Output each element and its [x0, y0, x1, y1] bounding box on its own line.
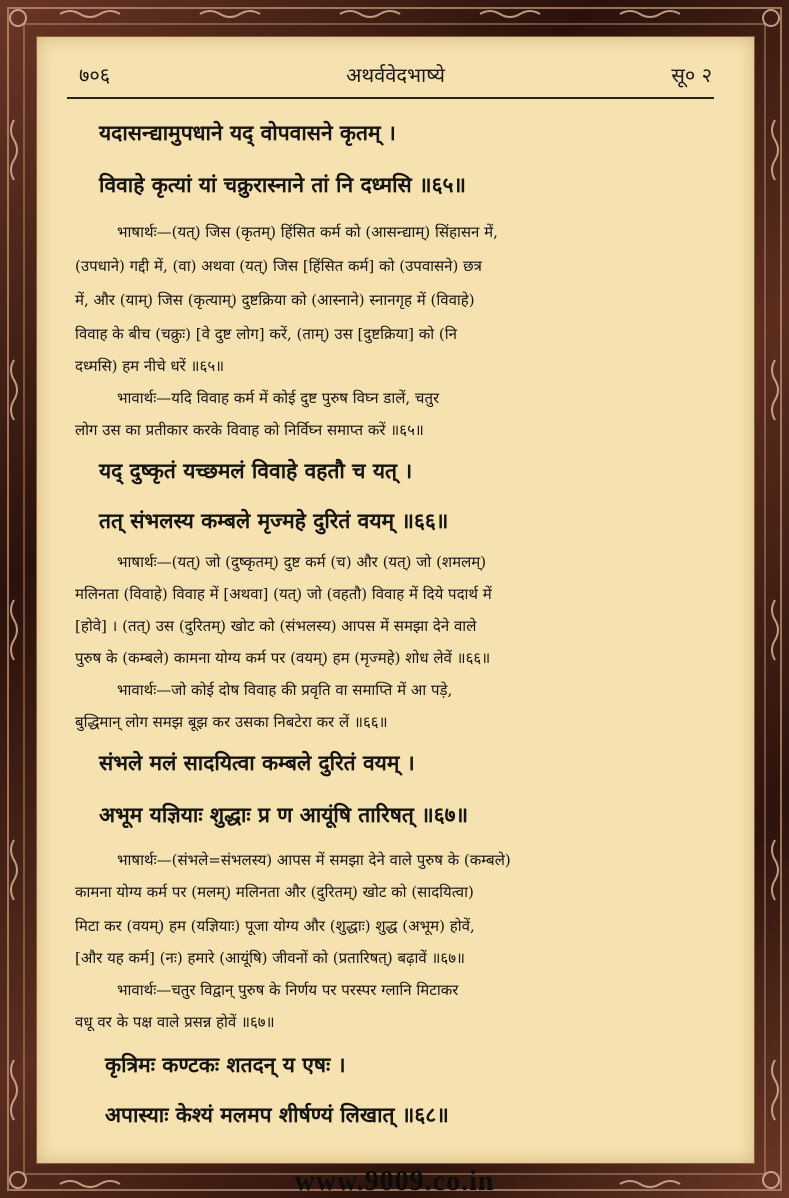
- bhashya-line: पुरुष के (कम्बले) कामना योग्य कर्म पर (वयम्) हम (मृज्महे) शोध लेवें ॥६६॥: [75, 649, 491, 667]
- bhavartha-line: वधू वर के पक्ष वाले प्रसन्न होवें ॥६७॥: [75, 1013, 275, 1031]
- bhashya-line: [होवे] । (तत्) उस (दुरितम्) खोट को (संभलस्य) आपस में समझा देने वाले: [75, 617, 477, 635]
- book-page: [36, 36, 755, 1164]
- page-header: [67, 55, 724, 89]
- page-number: ७०६: [79, 63, 111, 87]
- bhavartha-line: भावार्थः—चतुर विद्वान् पुरुष के निर्णय पर परस्पर ग्लानि मिटाकर: [117, 981, 459, 999]
- mantra-line: अपास्याः केश्यं मलमप शीर्षण्यं लिखात् ॥६८॥: [105, 1102, 449, 1127]
- bhashya-line: दध्मसि) हम नीचे धरें ॥६५॥: [75, 357, 225, 375]
- bhavartha-line: लोग उस का प्रतीकार करके विवाह को निर्विघ्न समाप्त करें ॥६५॥: [75, 421, 424, 439]
- mantra-line: तत् संभलस्य कम्बले मृज्महे दुरितं वयम् ॥६६॥: [99, 508, 449, 533]
- bhashya-line: मिटा कर (वयम्) हम (यज्ञियाः) पूजा योग्य और (शुद्धाः) शुद्ध (अभूम) होवें,: [75, 917, 475, 935]
- bhavartha-line: बुद्धिमान् लोग समझ बूझ कर उसका निबटेरा कर लें ॥६६॥: [75, 713, 388, 731]
- website-watermark: www.9009.co.in: [294, 1166, 495, 1197]
- bhashya-line: (उपधाने) गद्दी में, (वा) अथवा (यत्) जिस [हिंसित कर्म] को (उपवासने) छत्र: [75, 257, 482, 275]
- page-title: अथर्ववेदभाष्ये: [346, 63, 445, 87]
- bhavartha-line: भावार्थः—यदि विवाह कर्म में कोई दुष्ट पुरुष विघ्न डालें, चतुर: [117, 389, 440, 407]
- mantra-line: अभूम यज्ञियाः शुद्धाः प्र ण आयूंषि तारिषत् ॥६७॥: [99, 802, 469, 827]
- bhashya-line: मलिनता (विवाहे) विवाह में [अथवा] (यत्) जो (वहतौ) विवाह में दिये पदार्थ में: [75, 585, 492, 603]
- header-rule: [67, 97, 714, 99]
- mantra-line: कृत्रिमः कण्टकः शतदन् य एषः ।: [105, 1052, 346, 1077]
- bhashya-line: भाषार्थः—(यत्) जो (दुष्कृतम्) दुष्ट कर्म (च) और (यत्) जो (शमलम्): [117, 553, 487, 571]
- mantra-line: यदासन्द्यामुपधाने यद् वोपवासने कृतम् ।: [99, 120, 396, 145]
- sukta-number: सू० २: [671, 63, 712, 87]
- bhashya-line: विवाह के बीच (चक्रुः) [वे दुष्ट लोग] करें, (ताम्) उस [दुष्टक्रिया] को (नि: [75, 325, 457, 343]
- mantra-line: संभले मलं सादयित्वा कम्बले दुरितं वयम् ।: [99, 750, 415, 775]
- bhashya-line: कामना योग्य कर्म पर (मलम्) मलिनता और (दुरितम्) खोट को (सादयित्वा): [75, 883, 474, 901]
- bhashya-line: [और यह कर्म] (नः) हमारे (आयूंषि) जीवनों को (प्रतारिषत्) बढ़ावें ॥६७॥: [75, 949, 466, 967]
- mantra-line: विवाहे कृत्यां यां चक्रुरास्नाने तां नि दध्मसि ॥६५॥: [99, 172, 467, 197]
- mantra-line: यद् दुष्कृतं यच्छमलं विवाहे वहतौ च यत् ।: [99, 458, 413, 483]
- bhashya-line: भाषार्थः—(संभले=संभलस्य) आपस में समझा देने वाले पुरुष के (कम्बले): [117, 851, 511, 869]
- bhavartha-line: भावार्थः—जो कोई दोष विवाह की प्रवृति वा समाप्ति में आ पड़े,: [117, 681, 453, 699]
- bhashya-line: भाषार्थः—(यत्) जिस (कृतम्) हिंसित कर्म को (आसन्द्याम्) सिंहासन में,: [117, 223, 498, 241]
- bhashya-line: में, और (याम्) जिस (कृत्याम्) दुष्टक्रिया को (आस्नाने) स्नानगृह में (विवाहे): [75, 291, 475, 309]
